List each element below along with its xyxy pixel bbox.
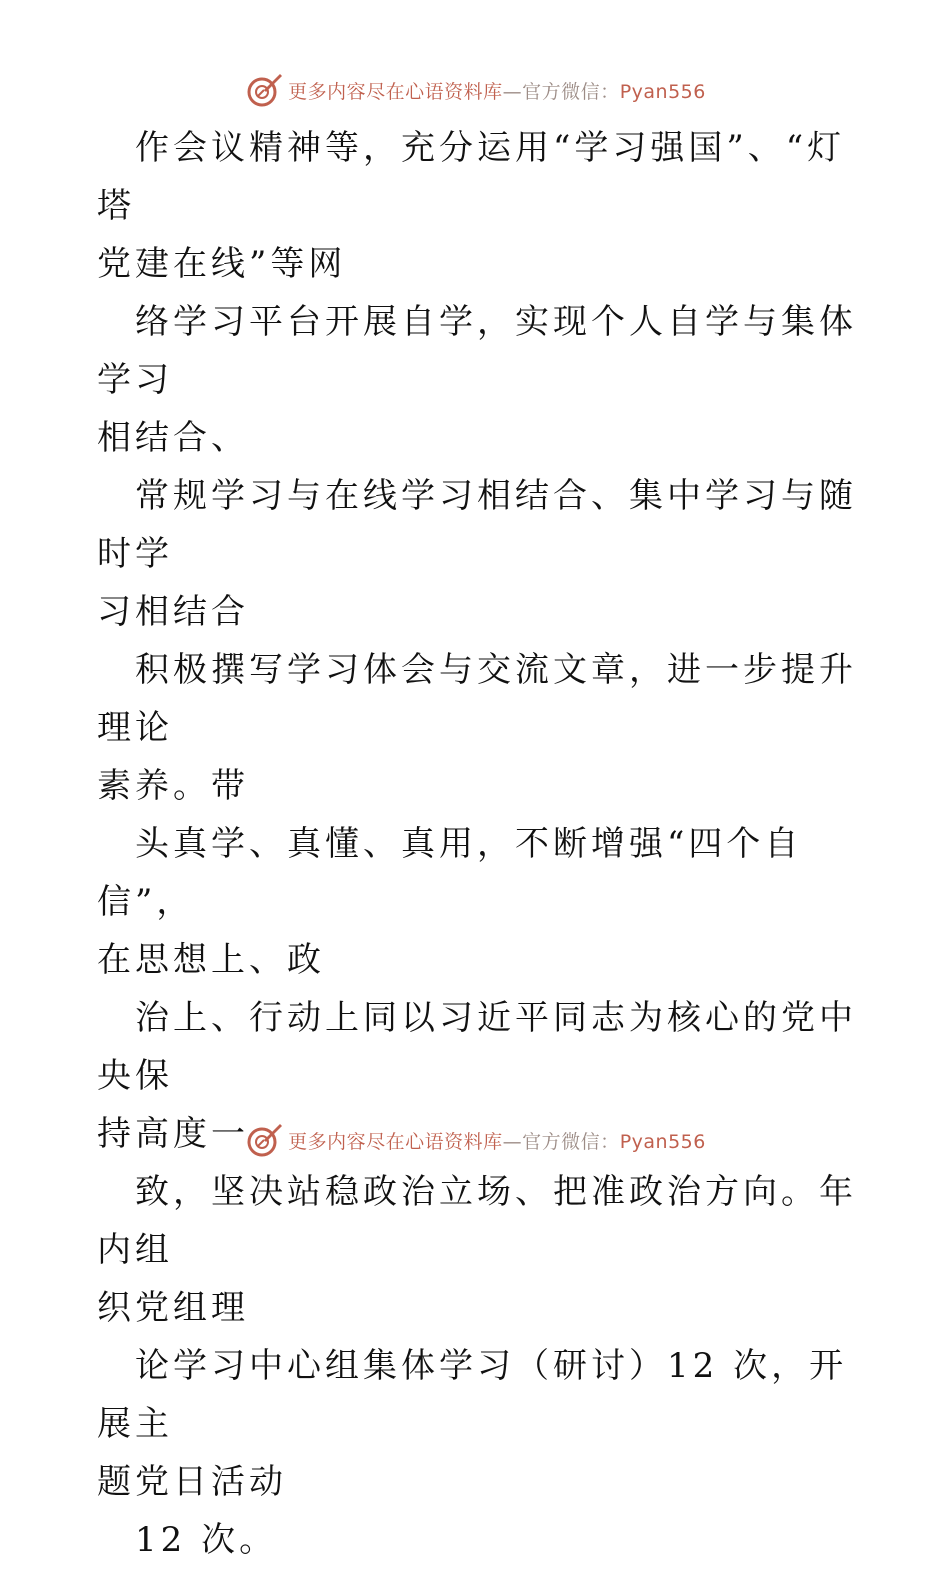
paragraph: [97, 119, 857, 293]
paragraph-line: 论学习中心组集体学习（研讨）12 次，开展主: [97, 1346, 848, 1444]
paragraph-line: 织党组理: [97, 1288, 249, 1328]
paragraph-line: 素养。带: [97, 766, 249, 806]
paragraph-line: 相结合、: [97, 418, 249, 458]
watermark-main-text: 更多内容尽在心语资料库: [288, 1130, 503, 1153]
quill-pen-logo-icon: [244, 70, 284, 110]
watermark-wechat-id: Pyan556: [619, 1130, 706, 1153]
paragraph-line: 作会议精神等，充分运用“学习强国”、“灯塔: [97, 128, 846, 226]
paragraph: [97, 641, 857, 815]
paragraph: [97, 293, 857, 467]
paragraph: [97, 1511, 857, 1569]
paragraph-line: 在思想上、政: [97, 940, 325, 980]
paragraph: [97, 815, 857, 989]
paragraph-line: 习相结合: [97, 592, 249, 632]
footer-watermark-text: [288, 1127, 706, 1154]
header-watermark-banner: [0, 70, 950, 110]
watermark-main-text: 更多内容尽在心语资料库: [288, 80, 503, 103]
paragraph: [97, 467, 857, 641]
paragraph-line: 络学习平台开展自学，实现个人自学与集体学习: [97, 302, 857, 400]
watermark-sub-text: —官方微信：: [502, 80, 620, 103]
paragraph: [97, 1163, 857, 1337]
paragraph-line: 治上、行动上同以习近平同志为核心的党中央保: [97, 998, 857, 1096]
quill-pen-logo-icon: [244, 1120, 284, 1160]
paragraph-line: 12 次。: [135, 1520, 278, 1560]
paragraph: [97, 1337, 857, 1511]
watermark-wechat-id: Pyan556: [619, 80, 706, 103]
paragraph-line: 致，坚决站稳政治立场、把准政治方向。年内组: [97, 1172, 857, 1270]
footer-watermark-banner: [0, 1120, 950, 1160]
paragraph-line: 党建在线”等网: [97, 244, 347, 284]
paragraph-line: 积极撰写学习体会与交流文章，进一步提升理论: [97, 650, 857, 748]
paragraph-line: 常规学习与在线学习相结合、集中学习与随时学: [97, 476, 857, 574]
document-body: [97, 119, 857, 1569]
paragraph-line: 题党日活动: [97, 1462, 287, 1502]
paragraph-line: 头真学、真懂、真用，不断增强“四个自信”，: [97, 824, 803, 922]
paragraph-line: 持高度一: [97, 1114, 249, 1154]
watermark-sub-text: —官方微信：: [502, 1130, 620, 1153]
header-watermark-text: [288, 77, 706, 104]
